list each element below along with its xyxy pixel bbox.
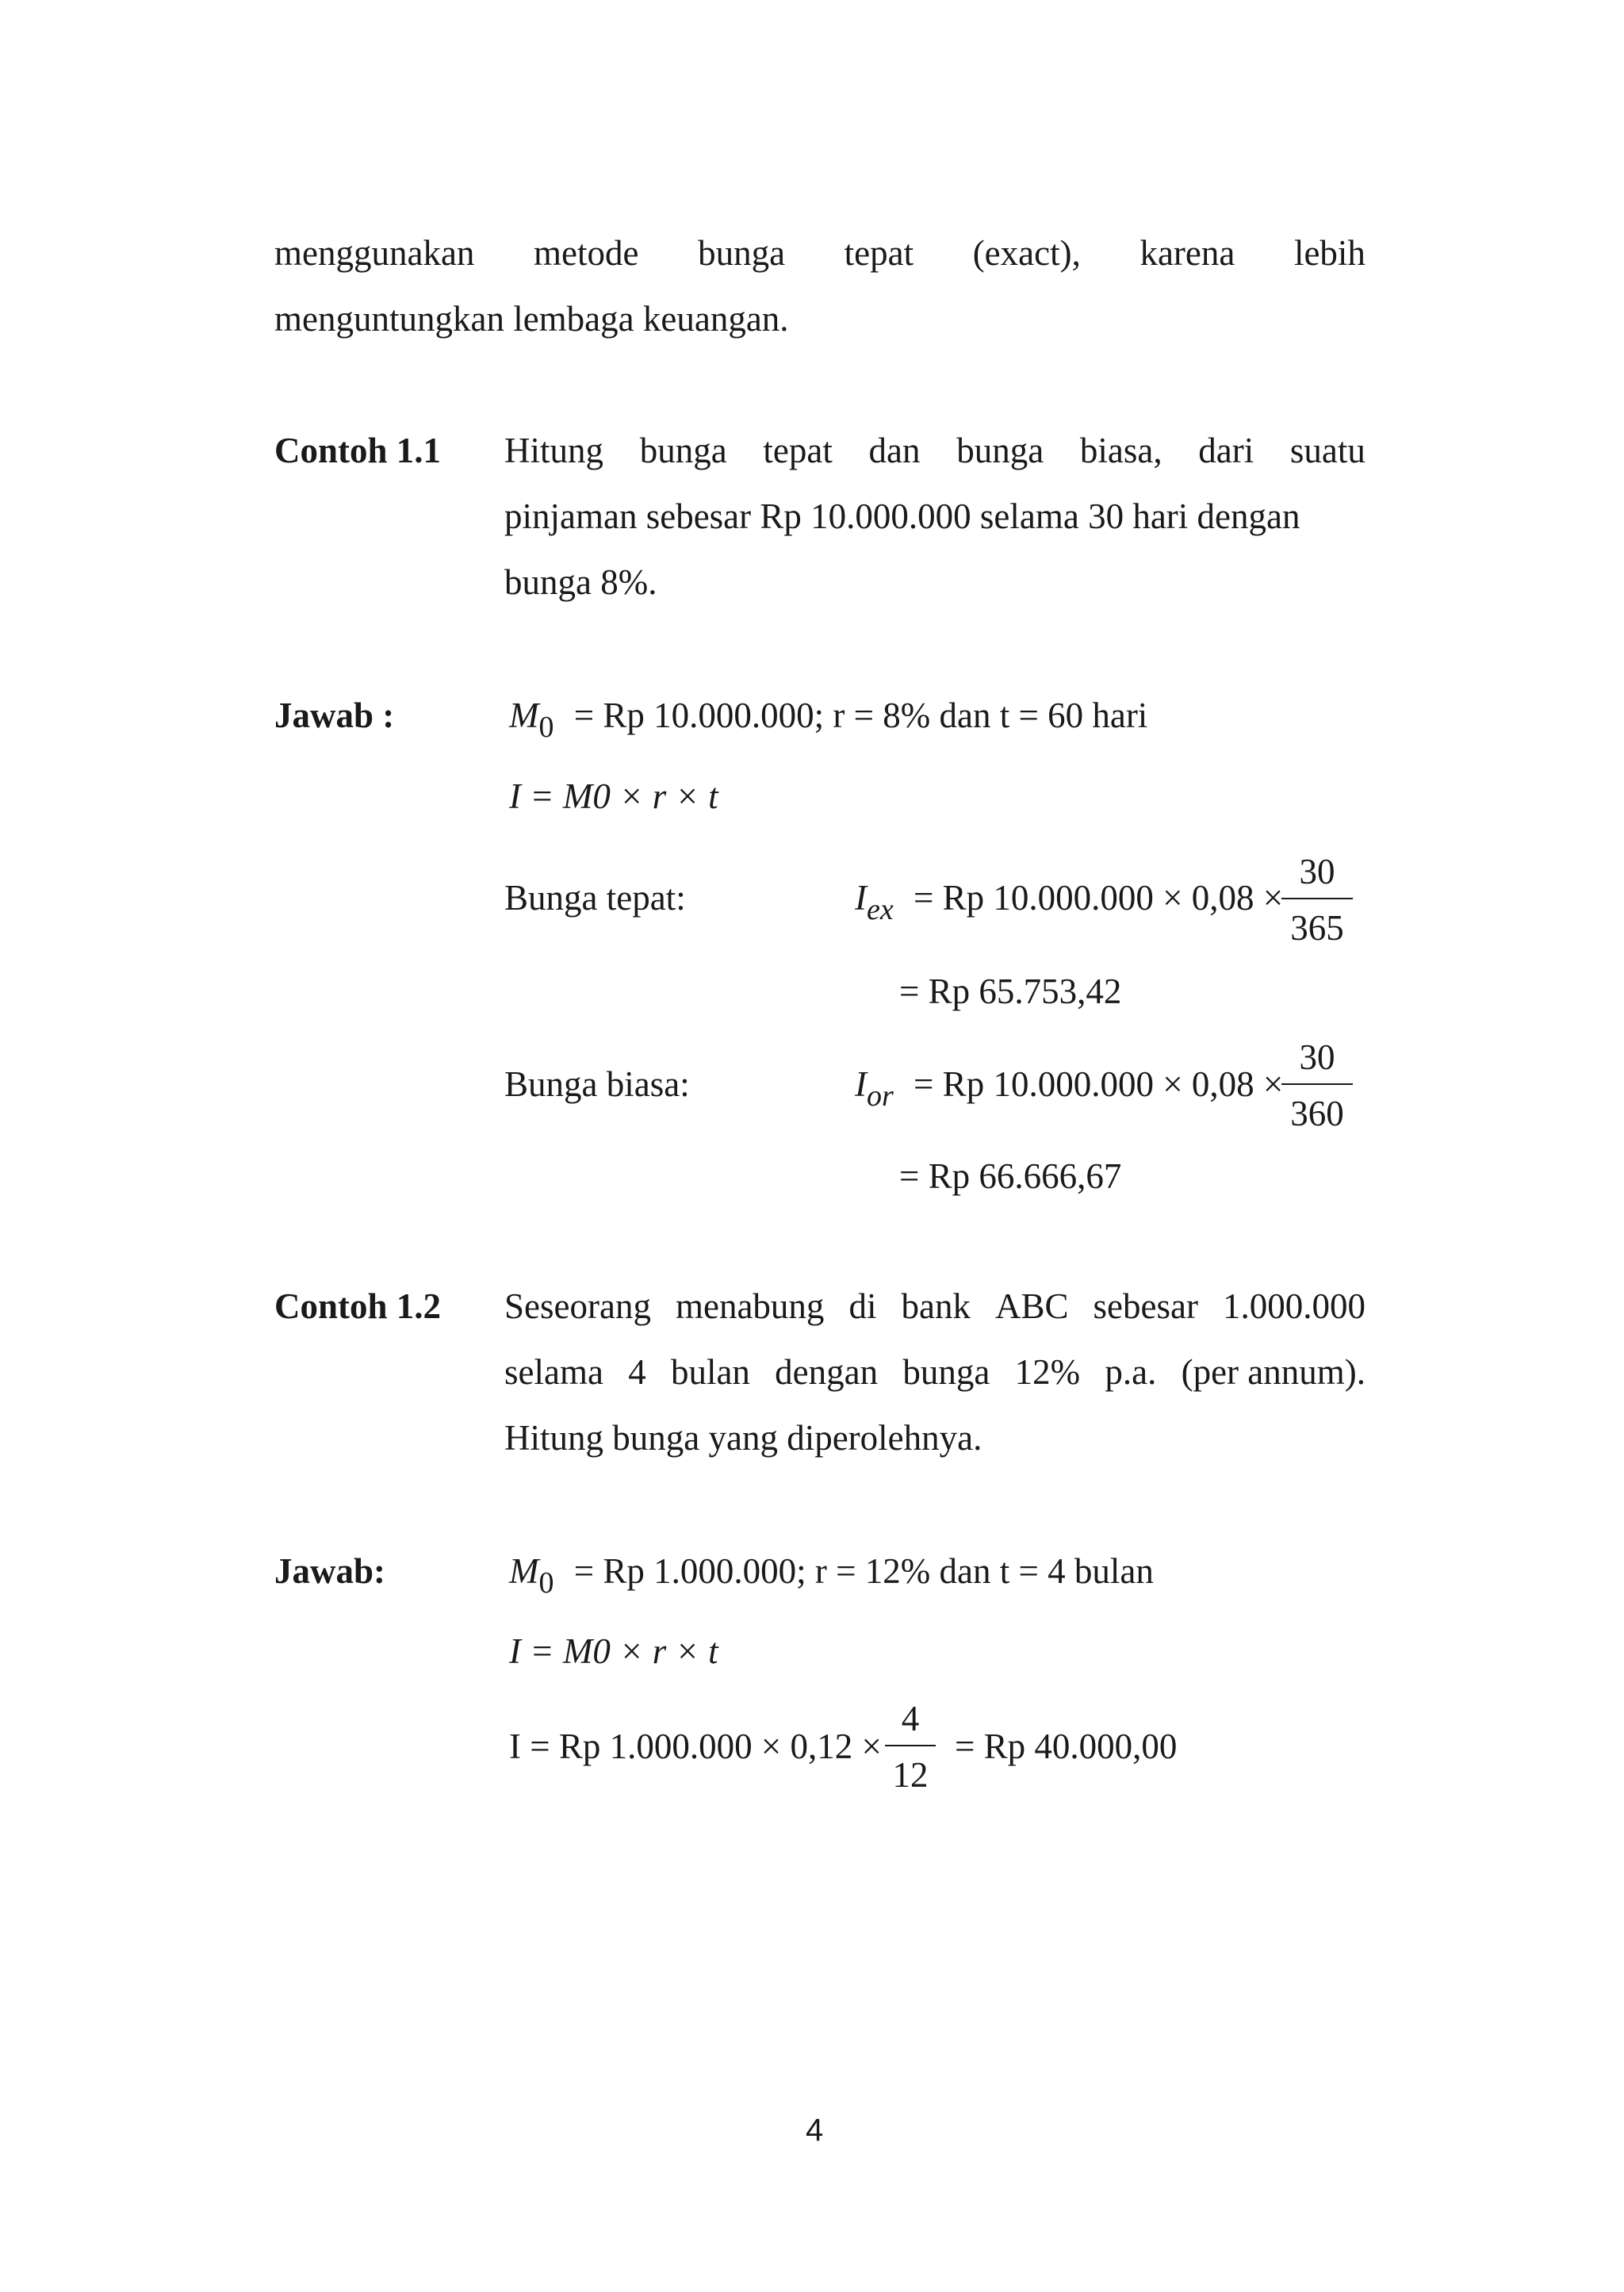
exact-interest-result: = Rp 65.753,42: [899, 972, 1122, 1011]
page-number: 4: [806, 2113, 824, 2148]
intro-line-1: menggunakan metode bunga tepat (exact), karena lebih: [274, 233, 1365, 273]
example-2-calculation: I = Rp 1.000.000 × 0,12 ×: [509, 1727, 882, 1766]
example-2-label: Contoh 1.2: [274, 1286, 442, 1326]
example-2-text-line-1: Seseorang menabung di bank ABC sebesar 1.000.000: [504, 1286, 1365, 1326]
ordinary-interest-label: Bunga biasa:: [504, 1064, 690, 1104]
example-2-formula: I = M0 × r × t: [509, 1631, 718, 1671]
exact-interest-label: Bunga tepat:: [504, 878, 686, 918]
example-1-answer-label: Jawab :: [274, 696, 395, 735]
ordinary-interest-expression: $I_{or} = Rp$ 10.000.000 × 0,08 ×: [855, 1064, 1284, 1113]
example-2-answer-label: Jawab:: [274, 1551, 386, 1591]
example-1-given: $M_0 = Rp$ 10.000.000; r = 8% dan t = 60 hari: [509, 696, 1148, 744]
example-1-formula: I = M0 × r × t: [509, 776, 718, 816]
example-2-result: = Rp 40.000,00: [955, 1727, 1178, 1766]
example-2-text-line-2: selama 4 bulan dengan bunga 12% p.a. (per annum).: [504, 1352, 1365, 1392]
ordinary-interest-result: = Rp 66.666,67: [899, 1156, 1122, 1196]
example-2-given: $M_0 = Rp$ 1.000.000; r = 12% dan t = 4 bulan: [509, 1551, 1154, 1600]
ordinary-interest-fraction: 30 360: [1281, 1040, 1353, 1132]
exact-interest-expression: $I_{ex} = Rp$ 10.000.000 × 0,08 ×: [855, 878, 1284, 926]
example-1-text-line-3: bunga 8%.: [504, 562, 657, 602]
example-2-text-line-3: Hitung bunga yang diperolehnya.: [504, 1418, 982, 1458]
intro-line-2: menguntungkan lembaga keuangan.: [274, 299, 789, 339]
example-1-label: Contoh 1.1: [274, 431, 442, 470]
example-2-fraction: 4 12: [885, 1701, 936, 1793]
example-1-text-line-1: Hitung bunga tepat dan bunga biasa, dari suatu: [504, 431, 1365, 470]
exact-interest-fraction: 30 365: [1281, 854, 1353, 946]
example-1-text-line-2: pinjaman sebesar Rp 10.000.000 selama 30 hari dengan: [504, 496, 1300, 536]
